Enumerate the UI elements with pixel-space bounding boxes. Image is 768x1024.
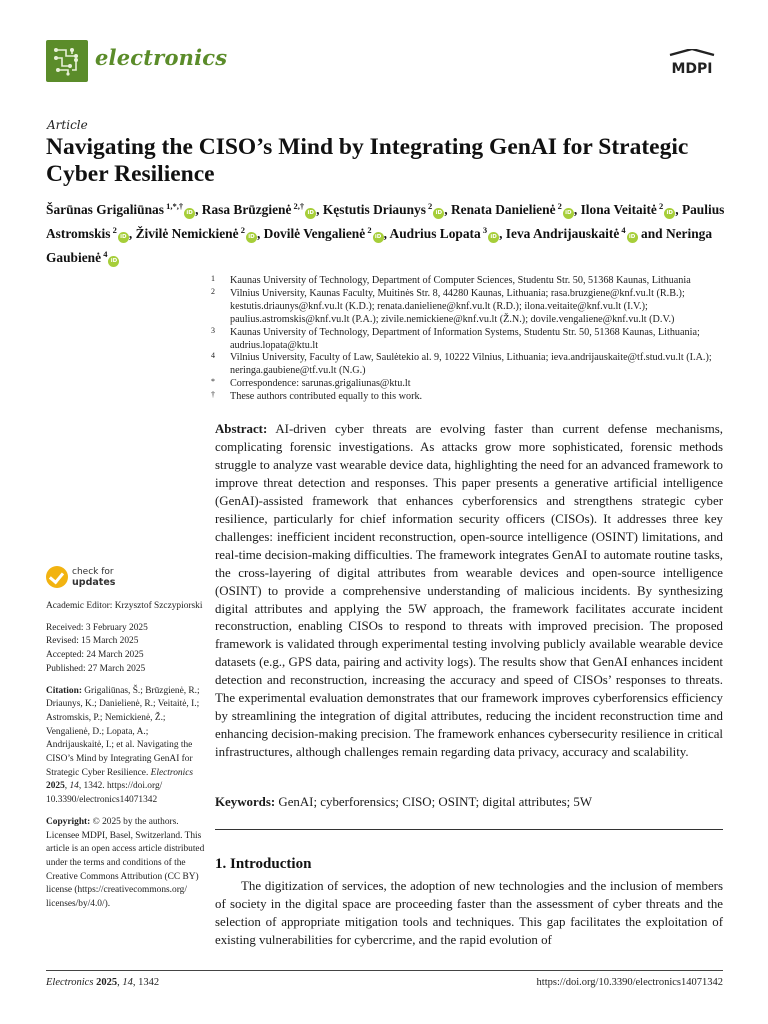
affiliation-text: Kaunas University of Technology, Department of Information Systems, Studentu Str. 50, 51368 Kaunas, Lithuania; audrius.lopata@ktu.lt (230, 326, 700, 351)
footer-volume: 14 (122, 977, 133, 988)
author-affiliation-mark: 2 (555, 201, 562, 211)
author-join: and (641, 226, 666, 241)
affiliation-text: Correspondence: sarunas.grigaliunas@ktu.lt (230, 378, 411, 390)
orcid-icon[interactable]: iD (627, 232, 638, 243)
affiliation-item (206, 378, 726, 391)
article-info-sidebar (46, 600, 206, 912)
orcid-icon[interactable]: iD (246, 232, 257, 243)
affiliation-mark: 1 (211, 274, 215, 283)
orcid-icon[interactable]: iD (433, 208, 444, 219)
author-affiliation-mark: 4 (101, 249, 108, 259)
journal-logo-icon[interactable] (46, 40, 88, 82)
footer-doi-link[interactable]: https://doi.org/10.3390/electronics14071342 (536, 977, 723, 988)
article-type: Article (47, 118, 88, 132)
orcid-icon[interactable]: iD (373, 232, 384, 243)
academic-editor: Academic Editor: Krzysztof Szczypiorski (46, 601, 203, 611)
author-affiliation-mark: 2 (656, 201, 664, 211)
affiliation-mark: 2 (211, 286, 215, 296)
published-date: Published: 27 March 2025 (46, 663, 146, 674)
affiliations (206, 275, 726, 404)
orcid-icon[interactable]: iD (118, 232, 129, 243)
orcid-icon[interactable]: iD (108, 256, 119, 267)
section-divider (215, 829, 723, 830)
author-name[interactable]: Rasa Brūzgienė (201, 202, 292, 217)
citation-volume: 14 (69, 781, 79, 792)
intro-paragraph: The digitization of services, the adoption of new technologies and the inclusion of members of society in the digital space are proceeding faster than the assessment of cyber threats and the selection of appropriate mitigation tools and techniques. This gap facilitates the exploitation of existing vulnerabilities for cybercrime, and the rapid evolution of (215, 879, 723, 947)
author-affiliation-mark: 1,*,† (163, 201, 184, 211)
orcid-icon[interactable]: iD (184, 208, 195, 219)
copyright (46, 816, 206, 912)
footer-divider (46, 970, 723, 971)
received-date: Received: 3 February 2025 (46, 622, 148, 633)
author-name[interactable]: Šarūnas Grigaliūnas (46, 202, 164, 217)
author-list: Šarūnas Grigaliūnas $^{1,*,\dagger}$iD , Rasa Brūzgienė $^{2,\dagger}$iD , Kęstutis Driaunys $^2$iD , Renata Danielienė $^2$iD , Ilona Veitaitė $^2$iD , Paulius Astromskis $^2$iD , Živilė Nemickienė $^2$iD , Dovilė Vengalienė $^2$iD , Audrius Lopata $^3$iD , Ieva Andrijauskaitė $^4$iD and Neringa Gaubienė $^4$iD (46, 201, 725, 265)
author-affiliation-mark: 2 (365, 225, 372, 235)
abstract-label: Abstract: (215, 422, 268, 436)
footer-year: 2025 (96, 977, 118, 988)
author-name[interactable]: Ilona Veitaitė (580, 202, 657, 217)
author-name[interactable]: Kęstutis Driaunys (322, 202, 426, 217)
orcid-icon[interactable]: iD (488, 232, 499, 243)
author-affiliation-mark: 2 (425, 201, 433, 211)
section-heading-introduction: 1. Introduction (215, 856, 312, 872)
author-affiliation-mark: 2 (238, 225, 245, 235)
orcid-icon[interactable]: iD (664, 208, 675, 219)
affiliation-item (206, 352, 726, 378)
abstract-text: AI-driven cyber threats are evolving faster than current defense mechanisms, complicating forensic investigations. As attacks grow more sophisticated, forensic methods struggle to analyze vast wearable device data, highlighting the need for an advanced framework to improve threat detection and responses. This paper presents a generative artificial intelligence (GenAI)-assisted framework that enhances cyberforensics and strengthens strategic cyber resilience, particularly for chief information security officers (CISOs). It addresses three key challenges: inefficient incident reconstruction, open-source intelligence (OSINT) limitations, and real-time decision-making difficulties. The framework integrates GenAI to automate routine tasks, the cross-layering of digital attributes from wearable devices and open-source intelligence (OSINT) to provide a comprehensive understanding of malicious incidents. By synthesizing digital attributes and applying the 5W approach, the framework facilitates accurate incident reconstruction, enabling CISOs to respond to threats with improved precision. The proposed framework is validated through experimental testing involving publicly available wearable device datasets (e.g., GPS data, pairing and activity logs). The results show that GenAI enhances incident detection and reconstruction, increasing the accuracy and speed of CISOs’ responses to threats. The experimental evaluation demonstrates that our framework improves cyberforensics efficiency by streamlining the integration of digital attributes, reducing the incident reconstruction time and enhancing decision-making precision. The framework enhances cybersecurity resilience in critical infrastructures, although challenges remain regarding data privacy, accuracy and scalability. (215, 422, 723, 760)
mdpi-logo-icon[interactable] (662, 49, 722, 79)
author-name[interactable]: Paulius Astromskis (46, 202, 725, 241)
affiliation-mark: † (211, 390, 215, 400)
footer-journal: Electronics (46, 977, 94, 988)
author-name[interactable]: Neringa Gaubienė (46, 226, 713, 265)
check-updates-line1: check for (72, 567, 114, 577)
affiliation-item (206, 288, 726, 327)
author-name[interactable]: Živilė Nemickienė (135, 226, 239, 241)
accepted-date: Accepted: 24 March 2025 (46, 650, 144, 661)
citation-doi-link[interactable]: , 1342. https://doi.org/ 10.3390/electronics14071342 (46, 781, 163, 806)
affiliation-mark: * (211, 377, 215, 387)
check-for-updates-button[interactable] (46, 566, 132, 590)
author-affiliation-mark: 3 (480, 225, 488, 235)
paper-title: Navigating the CISO’s Mind by Integrating GenAI for Strategic Cyber Resilience (46, 134, 689, 187)
revised-date: Revised: 15 March 2025 (46, 636, 139, 647)
keywords-text: GenAI; cyberforensics; CISO; OSINT; digital attributes; 5W (278, 795, 593, 809)
author-name[interactable]: Audrius Lopata (389, 226, 481, 241)
footer-citation: Electronics 2025, 14, 1342 (46, 977, 160, 988)
citation-year: 2025 (46, 781, 65, 792)
abstract (215, 421, 723, 762)
affiliation-mark: 3 (211, 325, 215, 335)
affiliation-item (206, 275, 726, 288)
keywords-label: Keywords: (215, 795, 276, 809)
citation-text: Grigaliūnas, Š.; Brūzgienė, R.; Driaunys, K.; Danielienė, R.; Veitaitė, I.; Astromskis, P.; Nemickienė, Ž.; Vengalienė, D.; Lopata, A.; Andrijauskaitė, I.; et al. Navigating the CISO’s Mind by Integrating GenAI for Strategic Cyber Resilience. (46, 685, 200, 778)
author-name[interactable]: Ieva Andrijauskaitė (505, 226, 620, 241)
footer-article: , 1342 (132, 977, 160, 988)
orcid-icon[interactable]: iD (305, 208, 316, 219)
author-name[interactable]: Dovilė Vengalienė (263, 226, 366, 241)
check-updates-line2: updates (72, 577, 116, 588)
affiliation-text: These authors contributed equally to this work. (230, 391, 423, 403)
author-affiliation-mark: 4 (619, 225, 626, 235)
author-name[interactable]: Renata Danielienė (451, 202, 556, 217)
author-affiliation-mark: 2 (110, 225, 117, 235)
citation: Citation: Grigaliūnas, Š.; Brūzgienė, R.; Driaunys, K.; Danielienė, R.; Veitaitė, I.; Astromskis, P.; Nemickienė, Ž.; Vengalienė, D.; Lopata, A.; Andrijauskaitė, I.; et al. Navigating the CISO’s Mind by Integrating GenAI for Strategic Cyber Resilience. Electronics 2025, 14, 1342. https://doi.org/ 10.3390/electronics14071342 (46, 685, 200, 806)
check-icon (46, 566, 68, 588)
mdpi-logo-text: MDPI (671, 61, 713, 77)
copyright-text: © 2025 by the authors. Licensee MDPI, Basel, Switzerland. This article is an open access article distributed under the terms and conditions of the Creative Commons Attribution (CC BY) license (https://creativecommons.org/ licenses/by/4.0/). (46, 816, 205, 910)
affiliation-mark: 4 (211, 351, 215, 361)
orcid-icon[interactable]: iD (563, 208, 574, 219)
affiliation-item (206, 391, 726, 404)
citation-journal: Electronics (150, 767, 194, 778)
affiliation-text: Kaunas University of Technology, Department of Computer Sciences, Studentu Str. 50, 51368 Kaunas, Lithuania (230, 275, 691, 286)
affiliation-item (206, 327, 726, 353)
author-affiliation-mark: 2,† (291, 201, 305, 211)
keywords (215, 795, 723, 810)
citation-label: Citation: (46, 685, 82, 696)
journal-name[interactable]: electronics (95, 45, 228, 70)
affiliation-text: Vilnius University, Kaunas Faculty, Muitinės Str. 8, 44280 Kaunas, Lithuania; rasa.bruzgiene@knf.vu.lt (R.B.); kestutis.driaunys@knf.vu.lt (K.D.); renata.danieliene@knf.vu.lt (R.D.); ilona.veitaite@knf.vu.lt (I.V.); paulius.astromskis@knf.vu.lt (P.A.); zivile.nemickiene@knf.vu.lt (Ž.N.); dovile.vengaliene@knf.vu.lt (D.V.) (230, 287, 685, 325)
copyright-label: Copyright: (46, 816, 91, 827)
affiliation-text: Vilnius University, Faculty of Law, Saulėtekio al. 9, 10222 Vilnius, Lithuania; ieva.andrijauskaite@tf.stud.vu.lt (I.A.); neringa.gaubiene@tf.vu.lt (N.G.) (230, 352, 712, 377)
